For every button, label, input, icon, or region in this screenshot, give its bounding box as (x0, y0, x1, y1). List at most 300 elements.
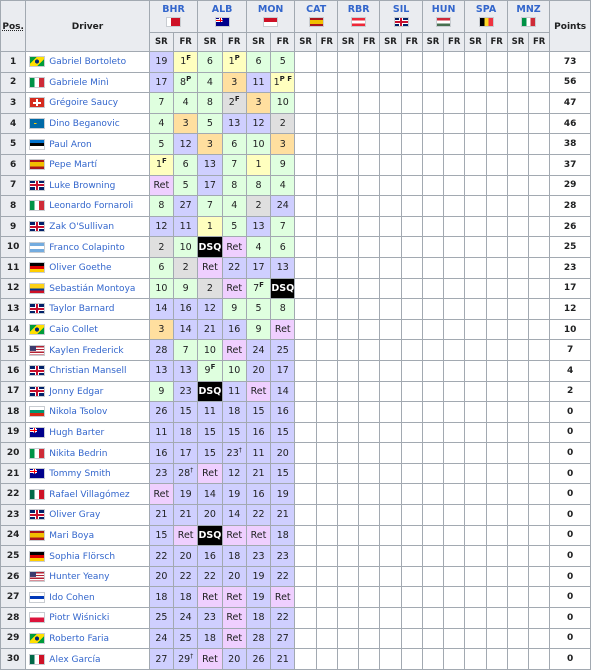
result-value: 3 (231, 76, 238, 88)
empty-result-cell (316, 443, 337, 464)
round-header[interactable]: RBR (337, 1, 379, 33)
result-value: 8 (255, 179, 262, 191)
result-cell (271, 525, 295, 546)
result-cell (174, 443, 198, 464)
position-cell: 28 (1, 608, 26, 629)
result-value: 15 (276, 426, 289, 438)
result-cell (198, 505, 222, 526)
empty-result-cell (465, 422, 486, 443)
driver-name-link[interactable]: Roberto Faria (49, 633, 110, 644)
brazil-flag-icon (29, 324, 45, 335)
empty-result-cell (444, 216, 465, 237)
result-cell (198, 443, 222, 464)
driver-name-link[interactable]: Jonny Edgar (49, 386, 104, 397)
empty-result-cell (380, 628, 401, 649)
empty-result-cell (444, 587, 465, 608)
position-cell: 10 (1, 237, 26, 258)
result-cell (271, 360, 295, 381)
result-annotation: P (234, 54, 240, 63)
driver-name-link[interactable]: Gabriele Minì (49, 77, 109, 88)
result-annotation: F (186, 54, 192, 63)
driver-name-link[interactable]: Hugh Barter (49, 427, 105, 438)
empty-result-cell (465, 72, 486, 93)
result-cell (271, 381, 295, 402)
result-cell (149, 587, 173, 608)
driver-name-link[interactable]: Leonardo Fornaroli (49, 201, 134, 212)
points-cell: 56 (550, 72, 591, 93)
result-value: 11 (179, 221, 192, 233)
empty-result-cell (380, 484, 401, 505)
driver-name-link[interactable]: Kaylen Frederick (49, 345, 124, 356)
empty-result-cell (422, 154, 443, 175)
empty-result-cell (465, 93, 486, 114)
result-cell (246, 175, 270, 196)
empty-result-cell (316, 113, 337, 134)
result-value: 5 (158, 138, 165, 150)
feature-race-header: FR (271, 33, 295, 52)
empty-result-cell (359, 319, 380, 340)
sprint-race-header: SR (507, 33, 528, 52)
driver-name-link[interactable]: Taylor Barnard (49, 304, 115, 315)
result-cell (271, 319, 295, 340)
feature-race-header: FR (529, 33, 550, 52)
empty-result-cell (486, 463, 507, 484)
result-value: Ret (226, 612, 243, 624)
table-row (1, 196, 591, 217)
empty-result-cell (380, 216, 401, 237)
result-value: 5 (279, 56, 286, 68)
result-value: Ret (202, 653, 218, 665)
result-cell (246, 72, 270, 93)
result-value: 22 (276, 571, 289, 583)
result-value: 14 (155, 303, 168, 315)
result-cell (198, 381, 222, 402)
driver-name-link[interactable]: Piotr Wiśnicki (49, 613, 110, 624)
empty-result-cell (359, 463, 380, 484)
result-value: 17 (252, 262, 265, 274)
empty-result-cell (380, 505, 401, 526)
table-row (1, 278, 591, 299)
driver-name-link[interactable]: Caio Collet (49, 325, 98, 336)
result-cell (198, 628, 222, 649)
empty-result-cell (422, 484, 443, 505)
result-value: 13 (179, 365, 192, 377)
empty-result-cell (422, 196, 443, 217)
result-value: 24 (155, 632, 168, 644)
empty-result-cell (465, 566, 486, 587)
empty-result-cell (337, 319, 358, 340)
result-cell (222, 463, 246, 484)
result-value: 15 (252, 406, 265, 418)
empty-result-cell (444, 525, 465, 546)
empty-result-cell (401, 134, 422, 155)
result-value: 5 (182, 179, 189, 191)
result-value: 8 (180, 76, 187, 88)
position-cell: 27 (1, 587, 26, 608)
empty-result-cell (444, 299, 465, 320)
result-value: Ret (202, 262, 218, 274)
empty-result-cell (507, 319, 528, 340)
empty-result-cell (337, 546, 358, 567)
sprint-race-header: SR (337, 33, 358, 52)
empty-result-cell (401, 340, 422, 361)
empty-result-cell (316, 278, 337, 299)
empty-result-cell (380, 299, 401, 320)
empty-result-cell (401, 546, 422, 567)
empty-result-cell (316, 566, 337, 587)
round-header[interactable]: MON (246, 1, 295, 33)
driver-name-link[interactable]: Sebastián Montoya (49, 283, 136, 294)
empty-result-cell (401, 628, 422, 649)
empty-result-cell (486, 608, 507, 629)
points-cell: 0 (550, 628, 591, 649)
position-cell: 15 (1, 340, 26, 361)
empty-result-cell (529, 360, 550, 381)
result-value: Ret (202, 591, 218, 603)
points-cell: 28 (550, 196, 591, 217)
result-cell (222, 422, 246, 443)
result-value: 27 (276, 632, 289, 644)
empty-result-cell (444, 402, 465, 423)
empty-result-cell (316, 649, 337, 670)
driver-name-link[interactable]: Oliver Goethe (49, 263, 112, 274)
empty-result-cell (507, 525, 528, 546)
empty-result-cell (465, 175, 486, 196)
empty-result-cell (401, 154, 422, 175)
result-value: Ret (250, 529, 267, 541)
driver-name-link[interactable]: Ido Cohen (49, 592, 95, 603)
table-row (1, 505, 591, 526)
result-value: 22 (228, 262, 241, 274)
empty-result-cell (359, 422, 380, 443)
hungary-flag-icon (436, 17, 451, 27)
empty-result-cell (444, 381, 465, 402)
empty-result-cell (422, 463, 443, 484)
empty-result-cell (380, 278, 401, 299)
empty-result-cell (465, 463, 486, 484)
round-header[interactable]: ALB (198, 1, 247, 33)
result-cell (246, 546, 270, 567)
empty-result-cell (507, 257, 528, 278)
empty-result-cell (444, 52, 465, 73)
result-cell (222, 566, 246, 587)
result-value: Ret (226, 632, 243, 644)
result-value: Ret (226, 241, 243, 253)
result-cell (246, 278, 270, 299)
result-cell (222, 381, 246, 402)
result-cell (149, 237, 173, 258)
result-value: 3 (182, 118, 189, 130)
empty-result-cell (401, 93, 422, 114)
points-cell: 23 (550, 257, 591, 278)
result-cell (198, 52, 222, 73)
empty-result-cell (380, 175, 401, 196)
empty-result-cell (465, 587, 486, 608)
empty-result-cell (465, 546, 486, 567)
result-cell (198, 402, 222, 423)
result-cell (174, 340, 198, 361)
empty-result-cell (507, 587, 528, 608)
result-cell (174, 484, 198, 505)
empty-result-cell (507, 443, 528, 464)
empty-result-cell (401, 278, 422, 299)
result-value: 13 (276, 262, 289, 274)
result-value: 14 (276, 385, 289, 397)
result-value: DSQ (198, 385, 222, 397)
result-value: 20 (252, 365, 265, 377)
driver-name-link[interactable]: Grégoire Saucy (49, 98, 119, 109)
driver-name-link[interactable]: Luke Browning (49, 180, 116, 191)
points-cell: 10 (550, 319, 591, 340)
result-value: 2 (279, 118, 286, 130)
result-cell (246, 113, 270, 134)
driver-name-link[interactable]: Oliver Gray (49, 510, 101, 521)
round-header[interactable]: SIL (380, 1, 422, 33)
empty-result-cell (337, 52, 358, 73)
empty-result-cell (337, 422, 358, 443)
empty-result-cell (359, 608, 380, 629)
empty-result-cell (401, 216, 422, 237)
empty-result-cell (359, 278, 380, 299)
result-cell (149, 402, 173, 423)
result-value: 28 (155, 344, 168, 356)
result-cell (198, 649, 222, 670)
result-value: 11 (252, 447, 265, 459)
result-value: 23 (179, 385, 192, 397)
result-value: 18 (252, 612, 265, 624)
empty-result-cell (295, 196, 316, 217)
result-cell (149, 175, 173, 196)
empty-result-cell (507, 216, 528, 237)
driver-name-link[interactable]: Dino Beganovic (49, 119, 120, 130)
argentina-flag-icon (29, 242, 45, 253)
driver-name-link[interactable]: Paul Aron (49, 139, 92, 150)
driver-name-link[interactable]: Franco Colapinto (49, 242, 125, 253)
result-value: 7 (182, 344, 189, 356)
empty-result-cell (529, 608, 550, 629)
result-cell (198, 237, 222, 258)
points-cell: 7 (550, 340, 591, 361)
empty-result-cell (486, 628, 507, 649)
driver-name-link[interactable]: Nikola Tsolov (49, 407, 108, 418)
empty-result-cell (486, 196, 507, 217)
empty-result-cell (444, 340, 465, 361)
empty-result-cell (295, 237, 316, 258)
empty-result-cell (422, 505, 443, 526)
empty-result-cell (529, 257, 550, 278)
empty-result-cell (359, 340, 380, 361)
result-cell (149, 649, 173, 670)
result-value: 12 (155, 221, 168, 233)
result-value: 18 (276, 529, 289, 541)
result-cell (222, 628, 246, 649)
empty-result-cell (486, 257, 507, 278)
result-value: 21 (252, 468, 265, 480)
empty-result-cell (465, 216, 486, 237)
empty-result-cell (295, 360, 316, 381)
round-header[interactable]: HUN (422, 1, 464, 33)
result-value: 15 (276, 468, 289, 480)
empty-result-cell (380, 154, 401, 175)
empty-result-cell (316, 154, 337, 175)
result-value: Ret (274, 324, 291, 336)
points-cell: 0 (550, 525, 591, 546)
result-value: 23 (252, 550, 265, 562)
result-cell (174, 216, 198, 237)
table-row (1, 299, 591, 320)
empty-result-cell (507, 628, 528, 649)
empty-result-cell (401, 608, 422, 629)
table-row (1, 546, 591, 567)
result-value: 10 (179, 241, 192, 253)
result-cell (271, 257, 295, 278)
position-cell: 22 (1, 484, 26, 505)
driver-name-link[interactable]: Rafael Villagómez (49, 489, 130, 500)
result-cell (271, 52, 295, 73)
result-value: 15 (179, 406, 192, 418)
driver-cell (26, 525, 149, 546)
empty-result-cell (529, 628, 550, 649)
result-value: 11 (228, 385, 241, 397)
result-cell (149, 608, 173, 629)
result-cell (271, 113, 295, 134)
empty-result-cell (444, 628, 465, 649)
result-cell (246, 299, 270, 320)
driver-name-link[interactable]: Hunter Yeany (49, 572, 110, 583)
result-value: 5 (231, 221, 238, 233)
driver-cell (26, 628, 149, 649)
result-cell (198, 525, 222, 546)
driver-name-link[interactable]: Sophia Flörsch (49, 551, 116, 562)
result-cell (271, 72, 295, 93)
result-cell (271, 566, 295, 587)
result-cell (149, 72, 173, 93)
result-value: 12 (252, 118, 265, 130)
round-header[interactable]: CAT (295, 1, 337, 33)
result-value: 5 (206, 118, 213, 130)
points-cell: 37 (550, 154, 591, 175)
result-value: 27 (155, 653, 168, 665)
result-value: 19 (252, 591, 265, 603)
empty-result-cell (465, 340, 486, 361)
empty-result-cell (316, 319, 337, 340)
result-value: 1 (273, 76, 280, 88)
result-cell (198, 154, 222, 175)
empty-result-cell (422, 360, 443, 381)
result-value: 13 (155, 365, 168, 377)
result-value: 23 (226, 447, 239, 459)
driver-name-link[interactable]: Pepe Martí (49, 160, 98, 171)
points-cell: 46 (550, 113, 591, 134)
driver-name-link[interactable]: Zak O'Sullivan (49, 222, 115, 233)
empty-result-cell (507, 134, 528, 155)
result-cell (198, 134, 222, 155)
result-value: 16 (203, 550, 216, 562)
empty-result-cell (465, 505, 486, 526)
empty-result-cell (529, 113, 550, 134)
result-value: 2 (158, 241, 165, 253)
round-header[interactable]: BHR (149, 1, 198, 33)
result-cell (222, 113, 246, 134)
round-header[interactable]: MNZ (507, 1, 549, 33)
uk-flag-icon (29, 180, 45, 191)
driver-name-link[interactable]: Christian Mansell (49, 366, 127, 377)
empty-result-cell (422, 402, 443, 423)
result-cell (198, 93, 222, 114)
result-value: 16 (276, 406, 289, 418)
empty-result-cell (380, 360, 401, 381)
result-cell (149, 505, 173, 526)
driver-cell (26, 175, 149, 196)
result-cell (174, 278, 198, 299)
spain-flag-icon (309, 17, 324, 27)
driver-name-link[interactable]: Gabriel Bortoleto (49, 57, 127, 68)
result-value: 7 (231, 159, 238, 171)
result-value: 4 (255, 241, 262, 253)
position-cell: 19 (1, 422, 26, 443)
points-cell: 0 (550, 649, 591, 670)
empty-result-cell (295, 381, 316, 402)
result-cell (149, 546, 173, 567)
uk-flag-icon (29, 221, 45, 232)
empty-result-cell (380, 546, 401, 567)
empty-result-cell (486, 402, 507, 423)
empty-result-cell (337, 72, 358, 93)
monaco-flag-icon (263, 17, 278, 27)
sprint-race-header: SR (246, 33, 270, 52)
result-value: 12 (228, 468, 241, 480)
empty-result-cell (465, 381, 486, 402)
australia-flag-icon (29, 468, 45, 479)
empty-result-cell (422, 237, 443, 258)
result-cell (198, 216, 222, 237)
result-cell (271, 422, 295, 443)
result-cell (246, 216, 270, 237)
round-header[interactable]: SPA (465, 1, 507, 33)
result-value: 21 (155, 509, 168, 521)
spain-flag-icon (29, 159, 45, 170)
driver-name-link[interactable]: Mari Boya (49, 530, 95, 541)
empty-result-cell (465, 608, 486, 629)
empty-result-cell (295, 484, 316, 505)
empty-result-cell (295, 113, 316, 134)
empty-result-cell (444, 175, 465, 196)
empty-result-cell (359, 237, 380, 258)
empty-result-cell (359, 381, 380, 402)
empty-result-cell (295, 134, 316, 155)
uk-flag-icon (394, 17, 409, 27)
empty-result-cell (359, 525, 380, 546)
driver-name-link[interactable]: Tommy Smith (49, 469, 111, 480)
table-row (1, 175, 591, 196)
result-cell (198, 340, 222, 361)
result-value: 19 (228, 488, 241, 500)
driver-cell (26, 134, 149, 155)
empty-result-cell (507, 566, 528, 587)
result-cell (174, 72, 198, 93)
empty-result-cell (401, 649, 422, 670)
result-cell (222, 216, 246, 237)
empty-result-cell (380, 443, 401, 464)
result-cell (174, 299, 198, 320)
empty-result-cell (529, 505, 550, 526)
result-cell (149, 52, 173, 73)
result-cell (271, 402, 295, 423)
empty-result-cell (337, 154, 358, 175)
driver-name-link[interactable]: Alex García (49, 654, 101, 665)
result-cell (222, 587, 246, 608)
driver-name-link[interactable]: Nikita Bedrin (49, 448, 108, 459)
